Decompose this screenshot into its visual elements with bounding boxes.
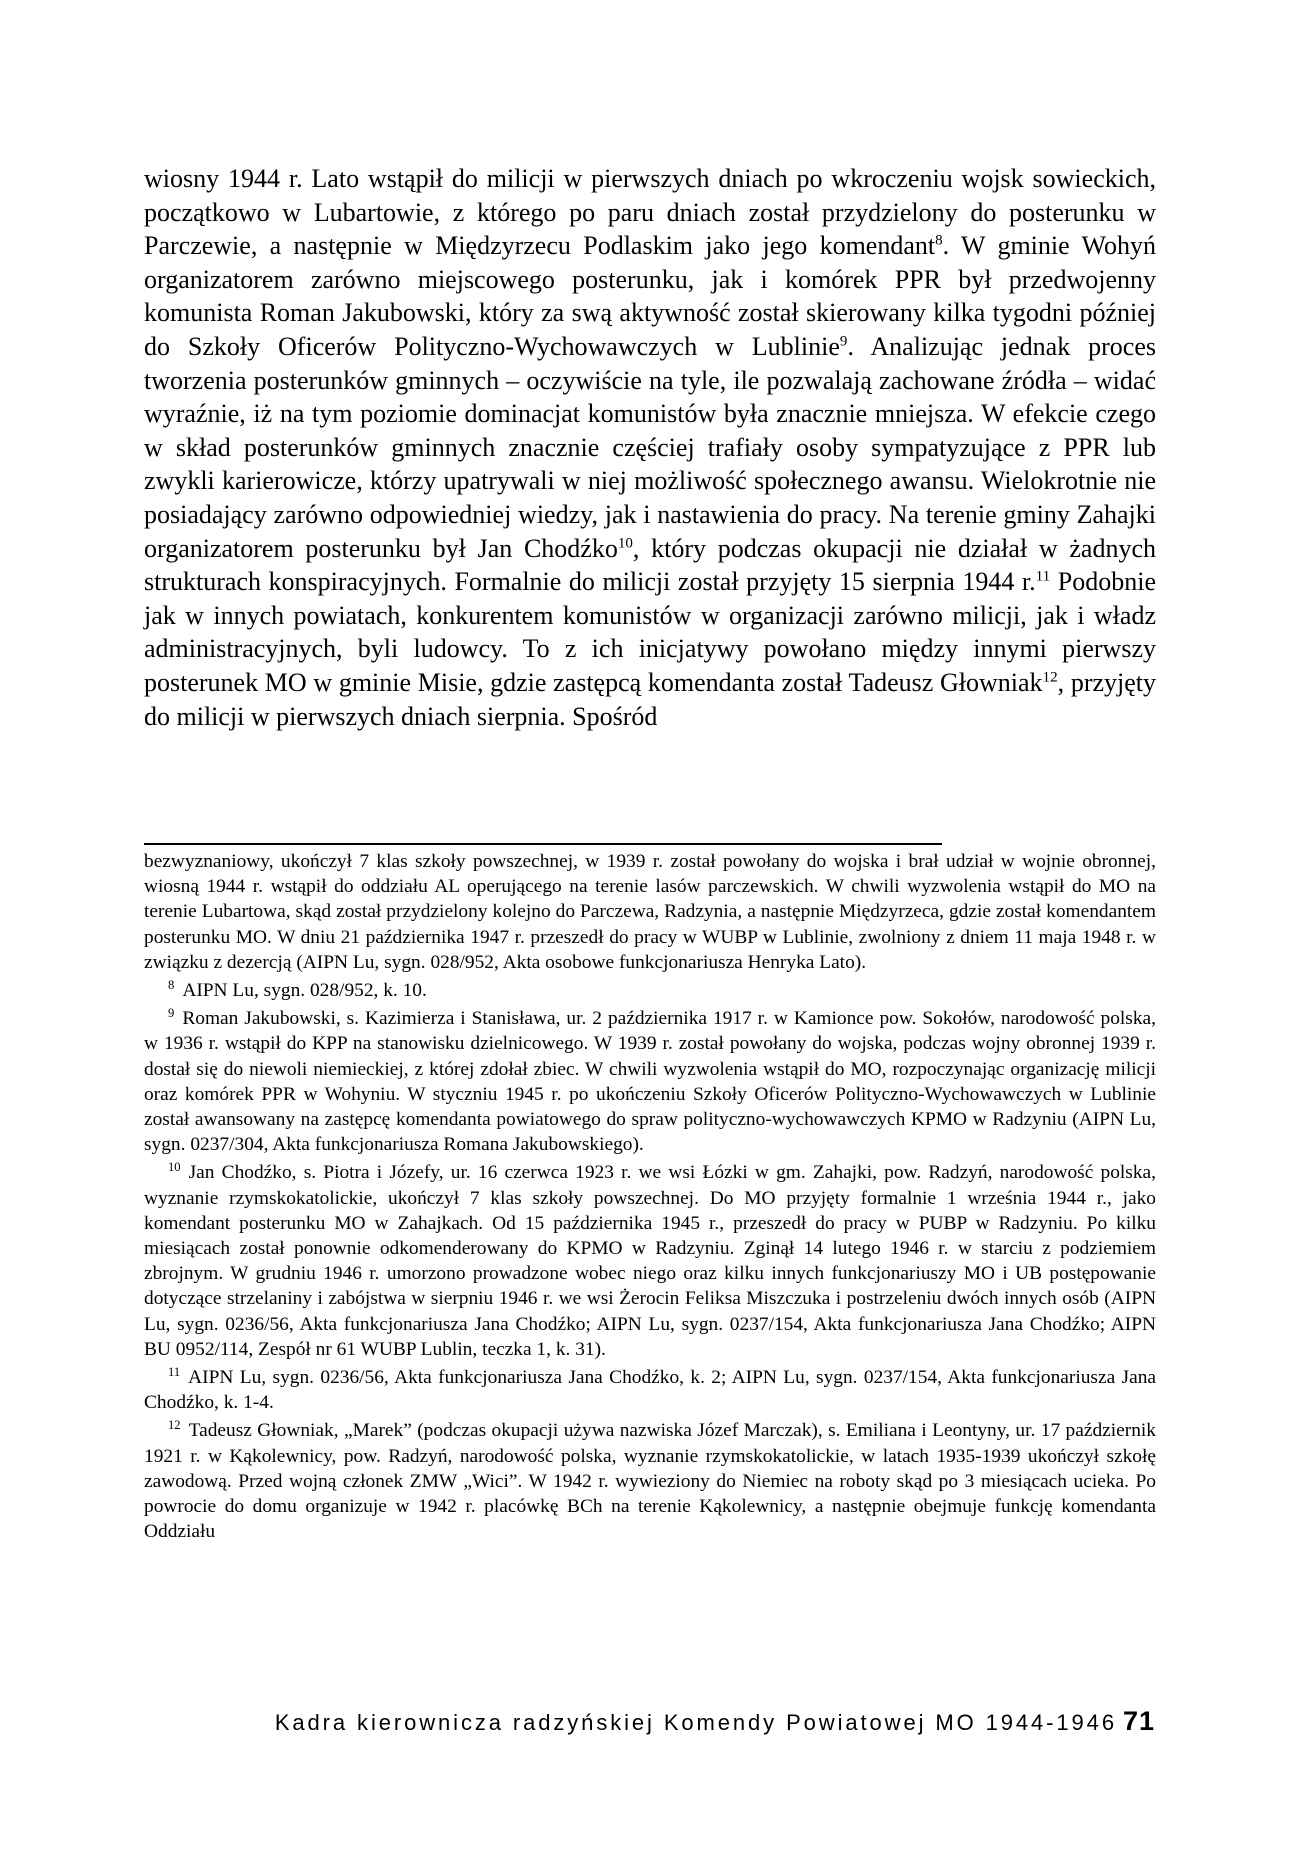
body-sentence: . Analizując jednak proces tworzenia posterunków gminnych – oczywiście na tyle, ile pozwalają zachowane źródła – widać wyraźnie, iż na tym poziomie dominacjat komunistów była znacznie mniejsza. W efekcie czego w skład posterunków gminnych znacznie częściej trafiały osoby sympatyzujące z PPR lub zwykli karierowicze, którzy upatrywali w niej możliwość społecznego awansu. Wielokrotnie nie posiadający zarówno odpowiedniej wiedzy, jak i nastawienia do pracy. Na terenie gminy Zahajki organizatorem posterunku był Jan Chodźko bbox=[144, 331, 1156, 563]
footnote-ref-12[interactable]: 12 bbox=[1042, 669, 1058, 686]
footnote-separator bbox=[144, 843, 942, 845]
footnote-number: 8 bbox=[168, 977, 175, 992]
footnote-12 bbox=[144, 1418, 1156, 1544]
footnote-text: Tadeusz Głowniak, „Marek” (podczas okupacji używa nazwiska Józef Marczak), s. Emiliana i Leontyny, ur. 17 październik 1921 r. w Kąkolewnicy, pow. Radzyń, narodowość polska, wyznanie rzymskokatolickie, w latach 1935-1939 ukończył szkołę zawodową. Przed wojną członek ZMW „Wici”. W 1942 r. wywieziony do Niemiec na roboty skąd po 3 miesiącach ucieka. Po powrocie do domu organizuje w 1942 r. placówkę BCh na terenie Kąkolewnicy, a następnie obejmuje funkcję komendanta Oddziału bbox=[144, 1420, 1156, 1543]
footnote-8 bbox=[144, 978, 1156, 1003]
body-sentence: , przyjęty do milicji w pierwszych dniach sierpnia. Spośród bbox=[144, 667, 1157, 731]
footnote-ref-11[interactable]: 11 bbox=[1035, 568, 1051, 585]
footnote-ref-9[interactable]: 9 bbox=[839, 333, 848, 350]
footnote-text: Roman Jakubowski, s. Kazimierza i Stanisława, ur. 2 października 1917 r. w Kamionce pow. Sokołów, narodowość polska, w 1936 r. wstąpił do KPP na stanowisku dzielnicowego. W 1939 r. został powołany do wojska, podczas wojny obronnej 1939 r. dostał się do niewoli niemieckiej, z której zdołał zbiec. W chwili wyzwolenia wstąpił do MO, rozpoczynając organizację milicji oraz komórek PPR w Wohyniu. W styczniu 1945 r. po ukończeniu Szkoły Oficerów Polityczno-Wychowawczych w Lublinie został awansowany na zastępcę komendanta powiatowego do spraw polityczno-wychowawczych KPMO w Radzyniu (AIPN Lu, sygn. 0237/304, Akta funkcjonariusza Romana Jakubowskiego). bbox=[144, 1008, 1156, 1156]
footnote-text: AIPN Lu, sygn. 028/952, k. 10. bbox=[182, 980, 427, 1002]
body-sentence: , który podczas okupacji nie działał w żadnych strukturach konspiracyjnych. Formalnie do milicji został przyjęty 15 sierpnia 1944 r. bbox=[144, 533, 1156, 597]
running-footer-title: Kadra kierownicza radzyńskiej Komendy Powiatowej MO 1944-1946 bbox=[274, 1710, 1117, 1735]
footnote-number: 10 bbox=[168, 1159, 181, 1174]
footnote-ref-8[interactable]: 8 bbox=[935, 232, 943, 249]
body-sentence: Podobnie jak w innych powiatach, konkurentem komunistów w organizacji zarówno milicji, jak i władz administracyjnych, byli ludowcy. To z ich inicjatywy powołano między innymi pierwszy posterunek MO w gminie Misie, gdzie zastępcą komendanta został Tadeusz Głowniak bbox=[144, 567, 1156, 697]
footnote-ref-10[interactable]: 10 bbox=[617, 534, 633, 551]
page-number: 71 bbox=[1122, 1706, 1155, 1736]
footnote-text: AIPN Lu, sygn. 0236/56, Akta funkcjonariusza Jana Chodźko, k. 2; AIPN Lu, sygn. 0237/154, Akta funkcjonariusza Jana Chodźko, k. 1-4. bbox=[144, 1367, 1156, 1414]
footnote-number: 11 bbox=[168, 1364, 181, 1379]
body-text bbox=[144, 162, 1156, 733]
body-sentence: . W gminie Wohyń organizatorem zarówno miejscowego posterunku, jak i komórek PPR był przedwojenny komunista Roman Jakubowski, który za swą aktywność został skierowany kilka tygodni później do Szkoły Oficerów Polityczno-Wychowawczych w Lublinie bbox=[144, 231, 1156, 361]
body-sentence: wiosny 1944 r. Lato wstąpił do milicji w pierwszych dniach po wkroczeniu wojsk sowieckich, początkowo w Lubartowie, z którego po paru dniach został przydzielony do posterunku w Parczewie, a następnie w Międzyrzecu Podlaskim jako jego komendant bbox=[144, 164, 1156, 261]
footnote-text: Jan Chodźko, s. Piotra i Józefy, ur. 16 czerwca 1923 r. we wsi Łózki w gm. Zahajki, pow. Radzyń, narodowość polska, wyznanie rzymskokatolickie, ukończył 7 klas szkoły powszechnej. Do MO przyjęty formalnie 1 września 1944 r., jako komendant posterunku MO w Zahajkach. Od 15 października 1945 r., przeszedł do pracy w PUBP w Radzyniu. Po kilku miesiącach został ponownie odkomenderowany do KPMO w Radzyniu. Zginął 14 lutego 1946 r. w starciu z podziemiem zbrojnym. W grudniu 1946 r. umorzono prowadzone wobec niego oraz kilku innych funkcjonariuszy MO i UB postępowanie dotyczące strzelaniny i zabójstwa w sierpniu 1946 r. we wsi Żerocin Feliksa Miszczuka i postrzeleniu dwóch innych osób (AIPN Lu, sygn. 0236/56, Akta funkcjonariusza Jana Chodźko; AIPN Lu, sygn. 0237/154, Akta funkcjonariusza Jana Chodźko; AIPN BU 0952/114, Zespół nr 61 WUBP Lublin, teczka 1, k. 31). bbox=[144, 1162, 1156, 1360]
footnote-continuation: bezwyznaniowy, ukończył 7 klas szkoły powszechnej, w 1939 r. został powołany do wojska i brał udział w wojnie obronnej, wiosną 1944 r. wstąpił do oddziału AL operującego na terenie lasów parczewskich. W chwili wyzwolenia wstąpił do MO na terenie Lubartowa, skąd został przydzielony kolejno do Parczewa, Radzynia, a następnie Międzyrzeca, gdzie został komendantem posterunku MO. W dniu 21 października 1947 r. przeszedł do pracy w WUBP w Lublinie, zwolniony z dniem 11 maja 1948 r. w związku z dezercją (AIPN Lu, sygn. 028/952, Akta osobowe funkcjonariusza Henryka Lato). bbox=[144, 851, 1156, 973]
footnote-11 bbox=[144, 1365, 1156, 1415]
running-footer bbox=[275, 1706, 1155, 1738]
footnotes-section bbox=[144, 849, 1156, 1547]
footnote-number: 12 bbox=[168, 1418, 181, 1432]
footnote-number: 9 bbox=[168, 1005, 175, 1020]
footnote-10 bbox=[144, 1160, 1156, 1362]
body-paragraph bbox=[144, 162, 1156, 733]
footnote-9 bbox=[144, 1006, 1156, 1157]
